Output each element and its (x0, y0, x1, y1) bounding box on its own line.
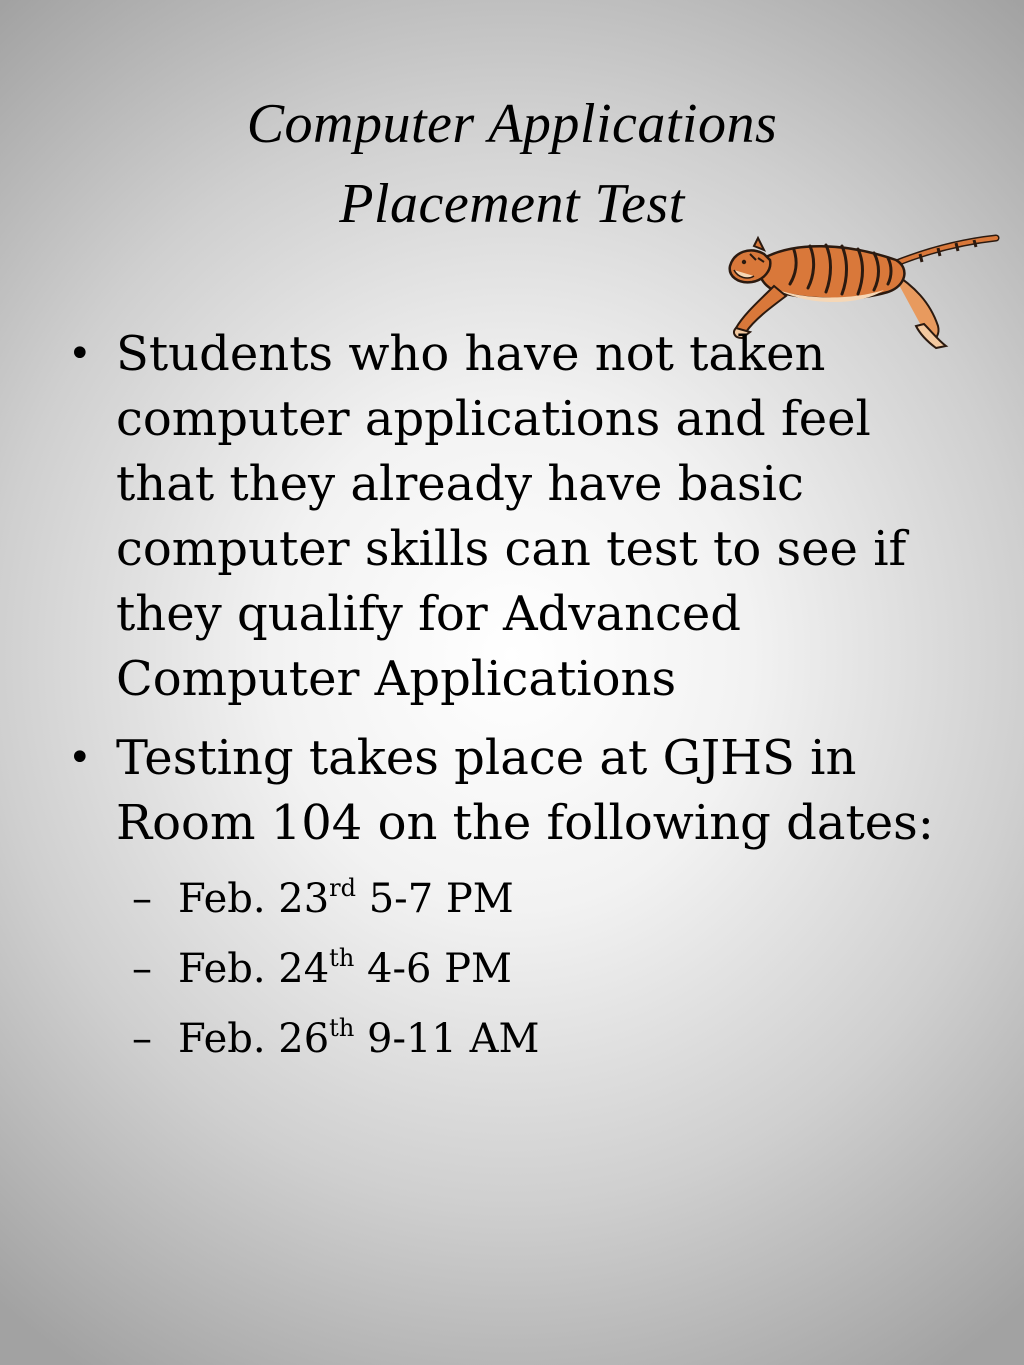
slide-body (60, 322, 960, 1074)
title-line-1: Computer Applications (246, 93, 778, 155)
date-time: 9-11 AM (367, 1016, 540, 1062)
date-prefix: Feb. 23 (178, 876, 330, 922)
date-item-1 (60, 864, 960, 934)
bullet-text-2: Testing takes place at GJHS in Room 104 on the following dates: (116, 730, 934, 851)
date-item-3 (60, 1004, 960, 1074)
bullet-item-2 (60, 726, 960, 856)
dash-marker: – (132, 1016, 152, 1062)
date-item-2 (60, 934, 960, 1004)
dates-list (60, 864, 960, 1074)
bullet-marker: • (68, 735, 92, 781)
date-time: 4-6 PM (367, 946, 512, 992)
date-time: 5-7 PM (356, 876, 514, 922)
date-prefix: Feb. 26 (178, 1016, 330, 1062)
dash-marker: – (132, 876, 152, 922)
date-suffix: th (329, 1014, 355, 1042)
title-line-2: Placement Test (339, 173, 685, 235)
date-suffix: th (329, 944, 355, 972)
dash-marker: – (132, 946, 152, 992)
date-prefix: Feb. 24 (178, 946, 330, 992)
bullet-marker: • (68, 331, 92, 377)
bullet-text-1: Students who have not taken computer applications and feel that they already have basic computer skills can test to see if they qualify for Advanced Computer Applications (116, 326, 907, 707)
date-suffix: rd (329, 874, 357, 902)
slide-title (0, 84, 1024, 244)
bullet-item-1 (60, 322, 960, 712)
